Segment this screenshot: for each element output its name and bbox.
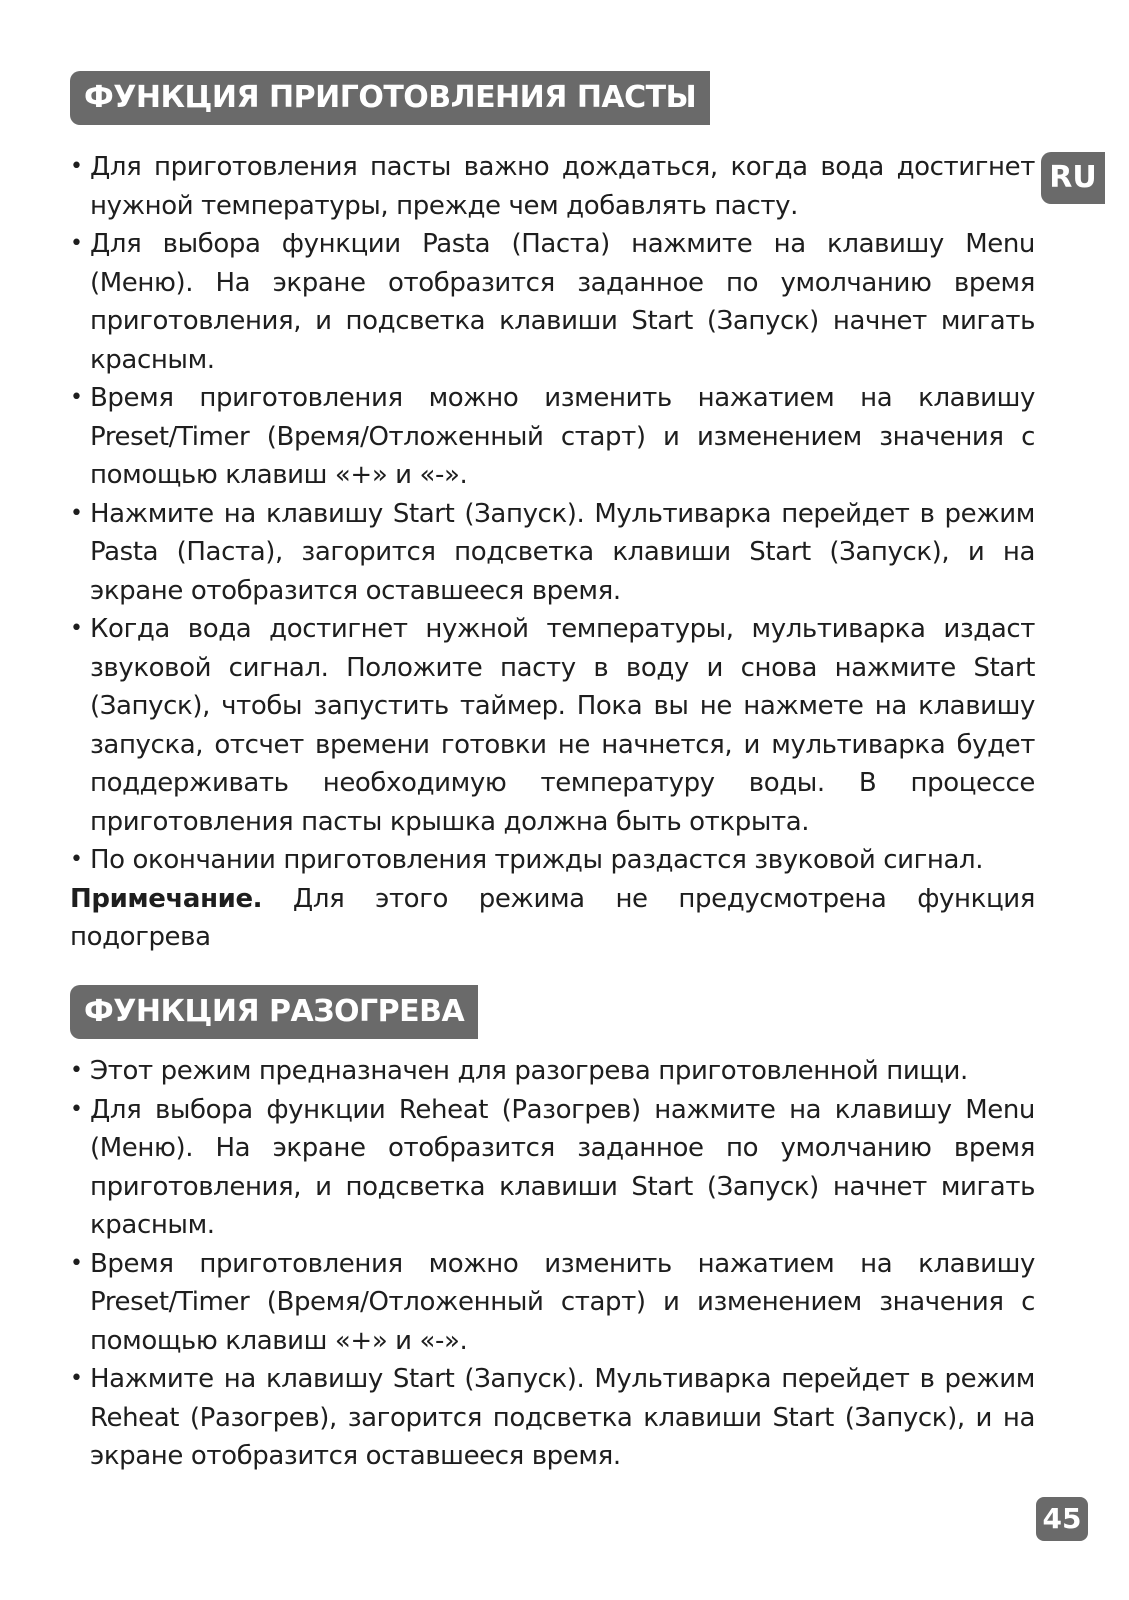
list-item: • Для выбора функции Reheat (Разогрев) нажмите на клавишу Menu (Меню). На экране отобразится заданное по умолчанию время приготовления, и подсветка клавиши Start (Запуск) начнет мигать красным.: [70, 1091, 1035, 1245]
list-item: • Нажмите на клавишу Start (Запуск). Мультиварка перейдет в режим Pasta (Паста), загорится подсветка клавиши Start (Запуск), и на экране отобразится оставшееся время.: [70, 495, 1035, 611]
note-paragraph: [70, 880, 1035, 957]
language-badge: RU: [1041, 152, 1105, 204]
section-content-reheat: [70, 1052, 1035, 1476]
section-heading-reheat: ФУНКЦИЯ РАЗОГРЕВА: [70, 985, 478, 1039]
section-content-pasta: [70, 148, 1035, 957]
list-item: • Для приготовления пасты важно дождаться, когда вода достигнет нужной температуры, прежде чем добавлять пасту.: [70, 148, 1035, 225]
bullet-list-pasta: [70, 148, 1035, 880]
bullet-list-reheat: [70, 1052, 1035, 1476]
list-item: • Для выбора функции Pasta (Паста) нажмите на клавишу Menu (Меню). На экране отобразится заданное по умолчанию время приготовления, и подсветка клавиши Start (Запуск) начнет мигать красным.: [70, 225, 1035, 379]
list-item: • Время приготовления можно изменить нажатием на клавишу Preset/Timer (Время/Отложенный старт) и изменением значения с помощью клавиш «+» и «-».: [70, 379, 1035, 495]
note-text: Для этого режима не предусмотрена функция подогрева: [70, 883, 1035, 952]
list-item: • Нажмите на клавишу Start (Запуск). Мультиварка перейдет в режим Reheat (Разогрев), загорится подсветка клавиши Start (Запуск), и на экране отобразится оставшееся время.: [70, 1360, 1035, 1476]
section-heading-pasta: ФУНКЦИЯ ПРИГОТОВЛЕНИЯ ПАСТЫ: [70, 71, 710, 125]
list-item: • Время приготовления можно изменить нажатием на клавишу Preset/Timer (Время/Отложенный старт) и изменением значения с помощью клавиш «+» и «-».: [70, 1245, 1035, 1361]
list-item: • По окончании приготовления трижды раздастся звуковой сигнал.: [70, 841, 1035, 880]
list-item: • Когда вода достигнет нужной температуры, мультиварка издаст звуковой сигнал. Положите пасту в воду и снова нажмите Start (Запуск), чтобы запустить таймер. Пока вы не нажмете на клавишу запуска, отсчет времени готовки не начнется, и мультиварка будет поддерживать необходимую температуру воды. В процессе приготовления пасты крышка должна быть открыта.: [70, 610, 1035, 841]
list-item: • Этот режим предназначен для разогрева приготовленной пищи.: [70, 1052, 1035, 1091]
note-label: Примечание.: [70, 883, 263, 914]
page-number: 45: [1036, 1497, 1088, 1541]
